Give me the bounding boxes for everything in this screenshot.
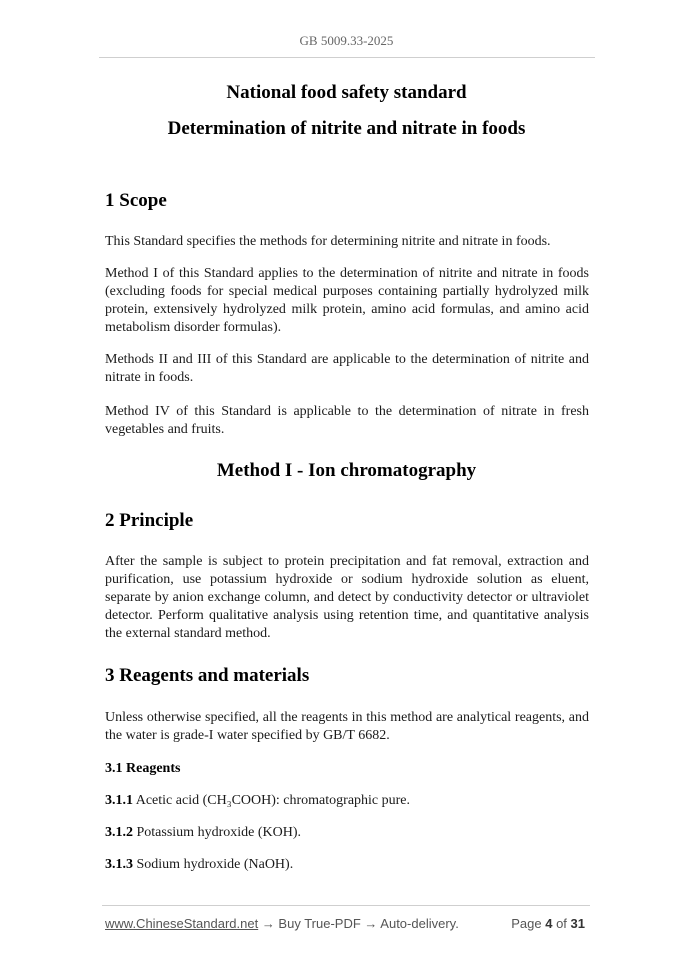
principle-paragraph: After the sample is subject to protein precipitation and fat removal, extraction and purification, use potassium hydroxide or sodium hydroxide solution as eluent, separate by anion exchange column, and detect by conductivity detector or ultraviolet detector. Perform qualitative analysis using retention time, and quantitative analysis the external standard method. <box>105 554 589 641</box>
subsection-heading-reagents: 3.1 Reagents <box>105 761 181 776</box>
website-link[interactable]: www.ChineseStandard.net <box>105 916 259 931</box>
footer-divider <box>102 905 590 906</box>
reagent-number: 3.1.3 <box>105 857 133 872</box>
section-heading-principle: 2 Principle <box>105 510 194 531</box>
reagent-text: Sodium hydroxide (NaOH). <box>136 857 294 872</box>
page-label: Page <box>511 916 542 931</box>
method-title: Method I - Ion chromatography <box>216 460 477 481</box>
reagent-item <box>105 793 410 809</box>
scope-paragraph-4: Method IV of this Standard is applicable to the determination of nitrate in fresh vegetables and fruits. <box>105 404 589 437</box>
page-current: 4 <box>545 916 553 931</box>
section-heading-scope: 1 Scope <box>105 190 167 211</box>
scope-paragraph-1: This Standard specifies the methods for determining nitrite and nitrate in foods. <box>105 234 551 249</box>
of-label: of <box>556 916 567 931</box>
section-heading-reagents: 3 Reagents and materials <box>105 665 310 686</box>
document-title: National food safety standard <box>226 82 467 103</box>
page-indicator <box>511 916 585 931</box>
scope-paragraph-2: Method I of this Standard applies to the determination of nitrite and nitrate in foods (excluding foods for special medical purposes containing partially hydrolyzed milk protein, extensively hydrolyzed milk protein, amino acid formulas, and amino acid metabolism disorder formulas). <box>105 266 589 335</box>
reagent-item <box>105 857 293 873</box>
reagent-number: 3.1.2 <box>105 825 133 840</box>
reagent-item <box>105 825 301 841</box>
reagent-text: Potassium hydroxide (KOH). <box>136 825 301 840</box>
reagent-number: 3.1.1 <box>105 793 133 808</box>
reagent-text: Acetic acid (CH₃COOH): chromatographic pure. <box>135 793 411 808</box>
page-footer <box>105 916 585 931</box>
header-divider <box>99 57 595 58</box>
page-total: 31 <box>570 916 585 931</box>
reagents-paragraph: Unless otherwise specified, all the reagents in this method are analytical reagents, and the water is grade-I water specified by GB/T 6682. <box>105 710 589 743</box>
footer-tagline: → Buy True-PDF → Auto-delivery. <box>258 916 459 931</box>
scope-paragraph-3: Methods II and III of this Standard are applicable to the determination of nitrite and nitrate in foods. <box>105 352 589 385</box>
document-subtitle: Determination of nitrite and nitrate in foods <box>167 118 526 139</box>
document-code: GB 5009.33-2025 <box>299 33 394 48</box>
